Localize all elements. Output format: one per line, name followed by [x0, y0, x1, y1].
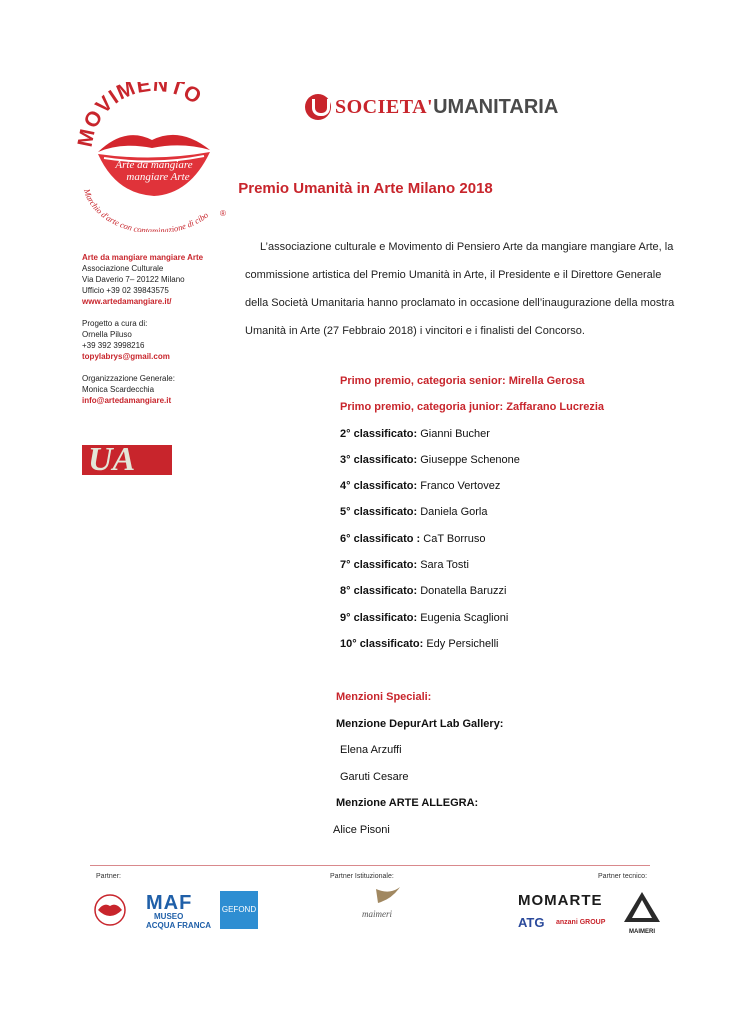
momarte-logo: MOMARTE	[518, 892, 603, 909]
maf-line2: ACQUA FRANCA	[146, 921, 212, 930]
maimeri-script-logo	[340, 885, 420, 925]
list-item: 6° classificato : CaT Borruso	[340, 532, 486, 545]
mentions-heading: Menzioni Speciali:	[336, 691, 432, 703]
depurart-mention-label: Menzione DepurArt Lab Gallery:	[336, 717, 504, 730]
societa-umanitaria-logo	[305, 92, 565, 122]
maimeri-triangle-text: MAIMERI	[629, 929, 655, 935]
list-item: Alice Pisoni	[333, 823, 390, 836]
list-item: 9° classificato: Eugenia Scaglioni	[340, 611, 509, 624]
gefond-text: GEFOND	[221, 905, 257, 914]
ua-logo-text: UA	[88, 445, 136, 475]
allegra-mention-label: Menzione ARTE ALLEGRA:	[336, 797, 479, 809]
partner-istituzionale-label: Partner Istituzionale:	[330, 873, 394, 880]
societa-logo-part1: SOCIETA'	[335, 95, 434, 118]
anzani-logo: anzani GROUP	[556, 919, 606, 926]
intro-paragraph	[245, 233, 695, 345]
list-item: Garuti Cesare	[340, 770, 409, 783]
partner-lips-logo	[90, 892, 130, 928]
list-item: 3° classificato: Giuseppe Schenone	[340, 453, 520, 466]
org-email-link[interactable]: info@artedamangiare.it	[82, 396, 172, 405]
project-name: Ornella Piluso	[82, 330, 132, 339]
special-mentions	[333, 684, 504, 843]
intro-line: della Società Umanitaria hanno proclamato in occasione dell’inaugurazione della mostra	[245, 297, 675, 309]
logo-script-line1: Arte da mangiare	[115, 159, 193, 171]
list-item: Elena Arzuffi	[340, 744, 402, 756]
list-item: 10° classificato: Edy Persichelli	[340, 637, 499, 650]
org-office: Ufficio +39 02 39843575	[82, 286, 169, 295]
list-item: 2° classificato: Gianni Bucher	[340, 427, 490, 440]
org-address: Via Daverio 7– 20122 Milano	[82, 275, 185, 284]
sidebar-contacts	[82, 252, 232, 406]
intro-line: commissione artistica del Premio Umanità in Arte, il Presidente e il Direttore Generale	[245, 269, 662, 281]
org-name: Arte da mangiare mangiare Arte	[82, 253, 204, 262]
list-item: 8° classificato: Donatella Baruzzi	[340, 585, 507, 598]
gefond-logo	[220, 891, 258, 929]
societa-mark-icon	[305, 94, 331, 120]
logo-registered: ®	[220, 209, 226, 218]
societa-logo-part2: UMANITARIA	[433, 95, 559, 118]
org-website-link[interactable]: www.artedamangiare.it/	[82, 297, 172, 306]
list-item: 7° classificato: Sara Tosti	[340, 559, 469, 572]
intro-line: Umanità in Arte (27 Febbraio 2018) i vincitori e i finalisti del Concorso.	[245, 325, 585, 337]
page-title: Premio Umanità in Arte Milano 2018	[238, 180, 493, 197]
maimeri-triangle-logo	[622, 890, 662, 935]
list-item: 5° classificato: Daniela Gorla	[340, 506, 488, 519]
winners-list	[340, 368, 604, 657]
ua-logo	[82, 445, 172, 475]
partner-label: Partner:	[96, 873, 121, 880]
logo-script-line2: mangiare Arte	[126, 171, 190, 183]
maf-logo	[146, 893, 216, 933]
list-item: 4° classificato: Franco Vertovez	[340, 480, 501, 493]
footer-divider	[90, 865, 650, 866]
junior-prize: Primo premio, categoria junior: Zaffarano Lucrezia	[340, 401, 605, 414]
maf-line1: MUSEO	[154, 912, 184, 921]
senior-prize: Primo premio, categoria senior: Mirella Gerosa	[340, 375, 585, 387]
logo-circle-text: Marchio d'arte con contaminazione di cibo	[81, 187, 210, 232]
project-email-link[interactable]: topylabrys@gmail.com	[82, 352, 170, 361]
project-phone: +39 392 3998216	[82, 341, 145, 350]
maimeri-script-text: maimeri	[362, 909, 392, 919]
project-label: Progetto a cura di:	[82, 319, 148, 328]
atg-logo: ATG	[518, 915, 545, 930]
org-person: Monica Scardecchia	[82, 385, 155, 394]
maf-big: MAF	[146, 892, 193, 914]
org-type: Associazione Culturale	[82, 264, 164, 273]
logo-top-word: MOVIMENTO	[73, 82, 206, 149]
partner-tecnico-label: Partner tecnico:	[598, 873, 648, 880]
movimento-logo	[70, 82, 235, 232]
intro-line: L’associazione culturale e Movimento di Pensiero Arte da mangiare mangiare Arte, la	[260, 241, 674, 253]
org-label: Organizzazione Generale:	[82, 374, 175, 383]
